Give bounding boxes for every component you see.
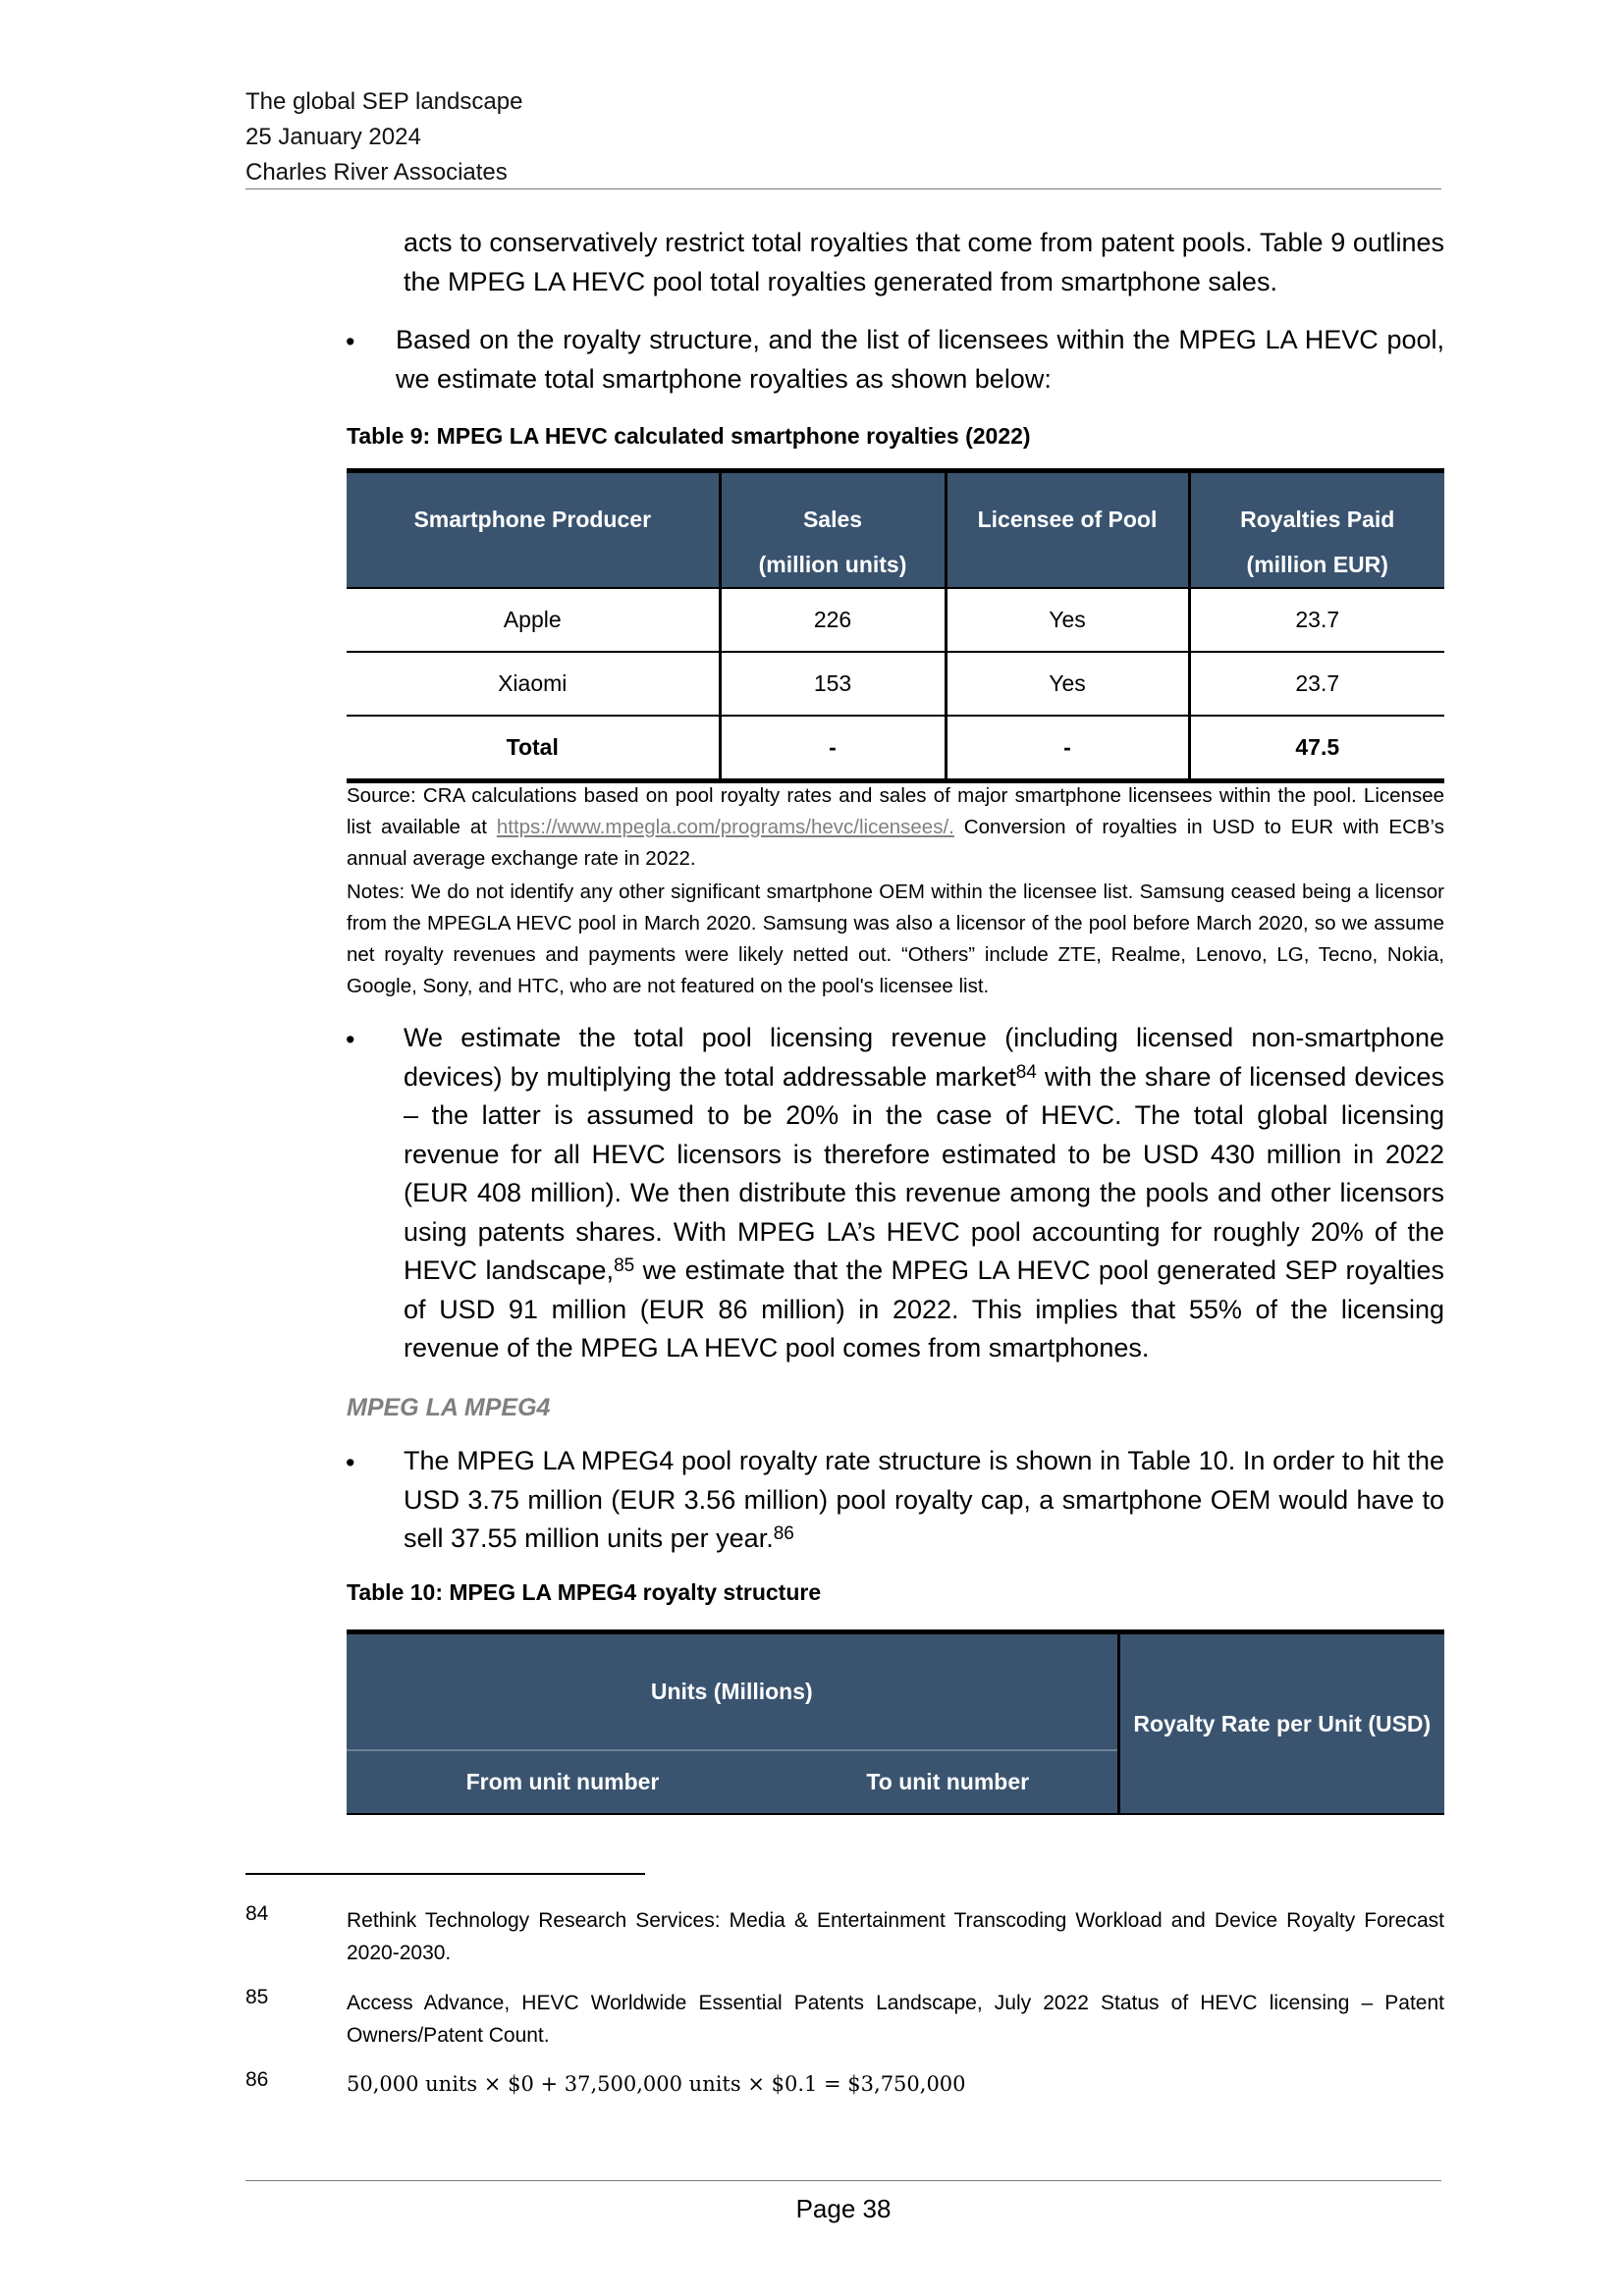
table-row bbox=[347, 588, 1444, 652]
footnote-number: 85 bbox=[245, 1986, 269, 2008]
footnote-divider bbox=[245, 1873, 645, 1875]
table10-title: Table 10: MPEG LA MPEG4 royalty structure bbox=[347, 1579, 822, 1605]
table10-header-from: From unit number bbox=[347, 1750, 779, 1814]
bullet-paragraph-estimate: Based on the royalty structure, and the list of licensees within the MPEG LA HEVC pool, we estimate total smartphone royalties as shown below: bbox=[396, 325, 1444, 394]
table-cell: 153 bbox=[720, 652, 946, 716]
page-header bbox=[245, 84, 1441, 190]
document-title: The global SEP landscape bbox=[245, 88, 523, 115]
footnote-ref-85[interactable]: 85 bbox=[614, 1255, 635, 1276]
bullet-icon: • bbox=[346, 327, 355, 356]
continuation-paragraph: acts to conservatively restrict total royalties that come from patent pools. Table 9 outlines the MPEG LA HEVC pool total royalties generated from smartphone sales. bbox=[404, 228, 1444, 296]
table-cell: - bbox=[720, 716, 946, 781]
table9 bbox=[347, 468, 1444, 783]
footnote-text: Rethink Technology Research Services: Media & Entertainment Transcoding Workload and Device Royalty Forecast 2020-2030. bbox=[347, 1909, 1444, 1964]
bullet-icon: • bbox=[346, 1025, 355, 1054]
table-cell: Apple bbox=[347, 588, 720, 652]
footnote-ref-84[interactable]: 84 bbox=[1015, 1061, 1037, 1083]
table-total-row bbox=[347, 716, 1444, 781]
table-cell: Yes bbox=[946, 588, 1189, 652]
table10-header-to: To unit number bbox=[779, 1750, 1118, 1814]
table-cell: 23.7 bbox=[1189, 652, 1444, 716]
table9-header-row bbox=[347, 471, 1444, 589]
table-cell: Total bbox=[347, 716, 720, 781]
section-heading-mpeg4: MPEG LA MPEG4 bbox=[347, 1394, 551, 1421]
document-organization: Charles River Associates bbox=[245, 159, 508, 186]
table9-header-licensee: Licensee of Pool bbox=[946, 471, 1189, 589]
table-cell: 23.7 bbox=[1189, 588, 1444, 652]
table-cell: Xiaomi bbox=[347, 652, 720, 716]
table10-header-row bbox=[347, 1632, 1444, 1751]
table9-header-royalties: Royalties Paid (million EUR) bbox=[1189, 471, 1444, 589]
footnote-text: Access Advance, HEVC Worldwide Essential Patents Landscape, July 2022 Status of HEVC licensing – Patent Owners/Patent Count. bbox=[347, 1992, 1444, 2047]
document-date: 25 January 2024 bbox=[245, 124, 421, 150]
table9-title: Table 9: MPEG LA HEVC calculated smartphone royalties (2022) bbox=[347, 423, 1031, 449]
table10 bbox=[347, 1629, 1444, 1815]
page-number: Page 38 bbox=[795, 2194, 892, 2223]
header-divider bbox=[245, 188, 1441, 189]
table9-header-sales: Sales (million units) bbox=[720, 471, 946, 589]
table10-header-rate: Royalty Rate per Unit (USD) bbox=[1118, 1632, 1444, 1815]
table-cell: - bbox=[946, 716, 1189, 781]
table10-header-units: Units (Millions) bbox=[347, 1632, 1118, 1751]
bullet-icon: • bbox=[346, 1448, 355, 1477]
bullet-paragraph-revenue: We estimate the total pool licensing revenue (including licensed non-smartphone devices) by multiplying the total addressable market$^{84}$ with the share of licensed devices – the latter is assumed to be 20% in the case of HEVC. The total global licensing revenue for all HEVC licensors is therefore estimated to be USD 430 million in 2022 (EUR 408 million). We then distribute this revenue among the pools and other licensors using patents shares. With MPEG LA’s HEVC pool accounting for roughly 20% of the HEVC landscape,$^{85}$ we estimate that the MPEG LA HEVC pool generated SEP royalties of USD 91 million (EUR 86 million) in 2022. This implies that 55% of the licensing revenue of the MPEG LA HEVC pool comes from smartphones. bbox=[404, 1023, 1444, 1362]
footnote-formula: 50,000 units × $0 + 37,500,000 units × $0.1 = $3,750,000 bbox=[347, 2072, 966, 2096]
footnote-number: 84 bbox=[245, 1902, 269, 1925]
table-row bbox=[347, 652, 1444, 716]
table9-notes: Notes: We do not identify any other significant smartphone OEM within the licensee list. Samsung ceased being a licensor from the MPEGLA HEVC pool in March 2020. Samsung was also a licensor of the pool before March 2020, so we assume net royalty revenues and payments were likely netted out. “Others” include ZTE, Realme, Lenovo, LG, Tecno, Nokia, Google, Sony, and HTC, who are not featured on the pool's licensee list. bbox=[347, 881, 1444, 997]
table-cell: Yes bbox=[946, 652, 1189, 716]
table9-source: Source: CRA calculations based on pool royalty rates and sales of major smartphone licensees within the pool. Licensee list available at https://www.mpegla.com/programs/hevc/licensees/. Conversion of royalties in USD to EUR with ECB’s annual average exchange rate in 2022. bbox=[347, 784, 1444, 870]
footer-divider bbox=[245, 2180, 1441, 2181]
bullet-paragraph-mpeg4: The MPEG LA MPEG4 pool royalty rate structure is shown in Table 10. In order to hit the USD 3.75 million (EUR 3.56 million) pool royalty cap, a smartphone OEM would have to sell 37.55 million units per year.$^{86}$ bbox=[404, 1446, 1444, 1553]
footnote-ref-86[interactable]: 86 bbox=[773, 1523, 794, 1544]
table-cell: 47.5 bbox=[1189, 716, 1444, 781]
footnote-number: 86 bbox=[245, 2068, 269, 2091]
table-cell: 226 bbox=[720, 588, 946, 652]
licensee-list-link[interactable]: https://www.mpegla.com/programs/hevc/licensees/. bbox=[496, 816, 954, 838]
table9-header-producer: Smartphone Producer bbox=[347, 471, 720, 589]
